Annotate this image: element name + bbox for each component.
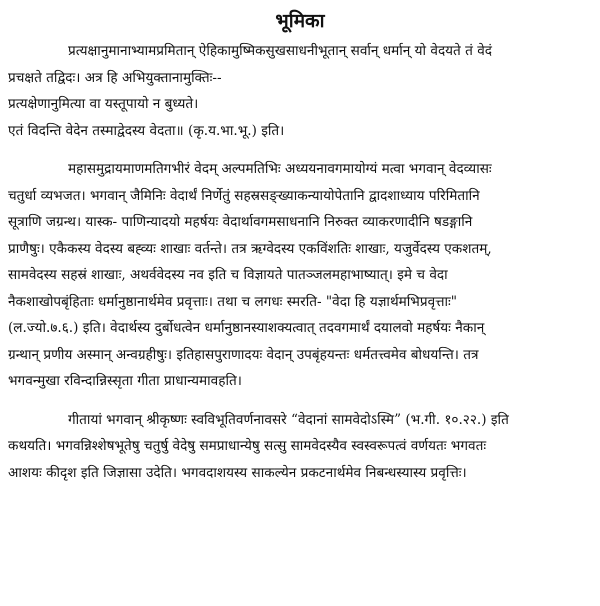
paragraph-line: आशयः कीदृश इति जिज्ञासा उदेति। भगवदाशयस्य साकल्येन प्रकटनार्थमेव निबन्धस्यास्य प्रवृत्तिः।: [8, 464, 467, 481]
paragraph-line: भगवन्मुखा रविन्दान्निस्सृता गीता प्राधान्यमावहति।: [8, 373, 242, 389]
paragraph-line: प्राणैषुः। एकैकस्य वेदस्य बह्व्यः शाखाः वर्तन्ते। तत्र ऋग्वेदस्य एकविंशतिः शाखाः, यजुर्वेदस्य एकशतम्,: [8, 240, 492, 257]
paragraph-line: कथयति। भगवन्निश्शेषभूतेषु चतुर्षु वेदेषु समप्राधान्येषु सत्सु सामवेदस्यैव स्वस्वरूपत्वं वर्णयतः भगवतः: [8, 438, 487, 454]
paragraph-line: सामवेदस्य सहस्रं शाखाः, अथर्ववेदस्य नव इति च विज्ञायते पातञ्जलमहाभाष्यात्। इमे च वेदा: [8, 267, 448, 283]
paragraph-3: [8, 407, 592, 487]
paragraph-line: गीतायां भगवान् श्रीकृष्णः स्वविभूतिवर्णनावसरे “वेदानां सामवेदोऽस्मि” (भ.गी. १०.२२.) इति: [68, 411, 509, 428]
paragraph-line: ग्रन्थान् प्रणीय अस्मान् अन्वग्रहीषुः। इतिहासपुराणादयः वेदान् उपबृंहयन्तः धर्मतत्त्वमेव बोधयन्ति। तत्र: [8, 346, 479, 363]
paragraph-line: सूत्राणि जग्रन्थ। यास्क- पाणिन्यादयो महर्षयः वेदार्थावगमसाधनानि निरुक्त व्याकरणादीनि षडङ्गानि: [8, 214, 473, 230]
paragraph-line: प्रत्यक्षानुमानाभ्यामप्रमितान् ऐहिकामुष्मिकसुखसाधनीभूतान् सर्वान् धर्मान् यो वेदयते तं वेदं: [68, 43, 492, 59]
paragraph-line: नैकशाखोपबृंहिताः धर्मानुष्ठानार्थमेव प्रवृत्ताः। तथा च लगधः स्मरति- "वेदा हि यज्ञार्थमभिप्रवृत्ताः": [8, 293, 458, 310]
paragraph-1: [8, 38, 592, 144]
verse-line: प्रत्यक्षेणानुमित्या वा यस्तूपायो न बुध्यते।: [8, 96, 199, 112]
paragraph-2: [8, 156, 592, 395]
paragraph-line: चतुर्धा व्यभजत। भगवान् जैमिनिः वेदार्थं निर्णेतुं सहस्रसङ्ख्याकन्यायोपेतानि द्वादशाध्याय परिमितानि: [8, 187, 480, 204]
paragraph-gap: [8, 395, 592, 407]
paragraph-line: प्रचक्षते तद्विदः। अत्र हि अभियुक्तानामुक्तिः--: [8, 69, 222, 86]
paragraph-line: (ल.ज्यो.७.६.) इति। वेदार्थस्य दुर्बोधत्वेन धर्मानुष्ठानस्याशक्यत्वात् तदवगमार्थं दयालवो महर्षयः नैकान्: [8, 320, 485, 336]
paragraph-gap: [8, 144, 592, 156]
page-title: भूमिका: [275, 10, 325, 32]
paragraph-line: महासमुद्रायमाणमतिगभीरं वेदम् अल्पमतिभिः अध्ययनावगमायोग्यं मत्वा भगवान् वेदव्यासः: [68, 161, 492, 177]
verse-line: एतं विदन्ति वेदेन तस्माद्वेदस्य वेदता॥ (कृ.य.भा.भू.) इति।: [8, 122, 285, 139]
